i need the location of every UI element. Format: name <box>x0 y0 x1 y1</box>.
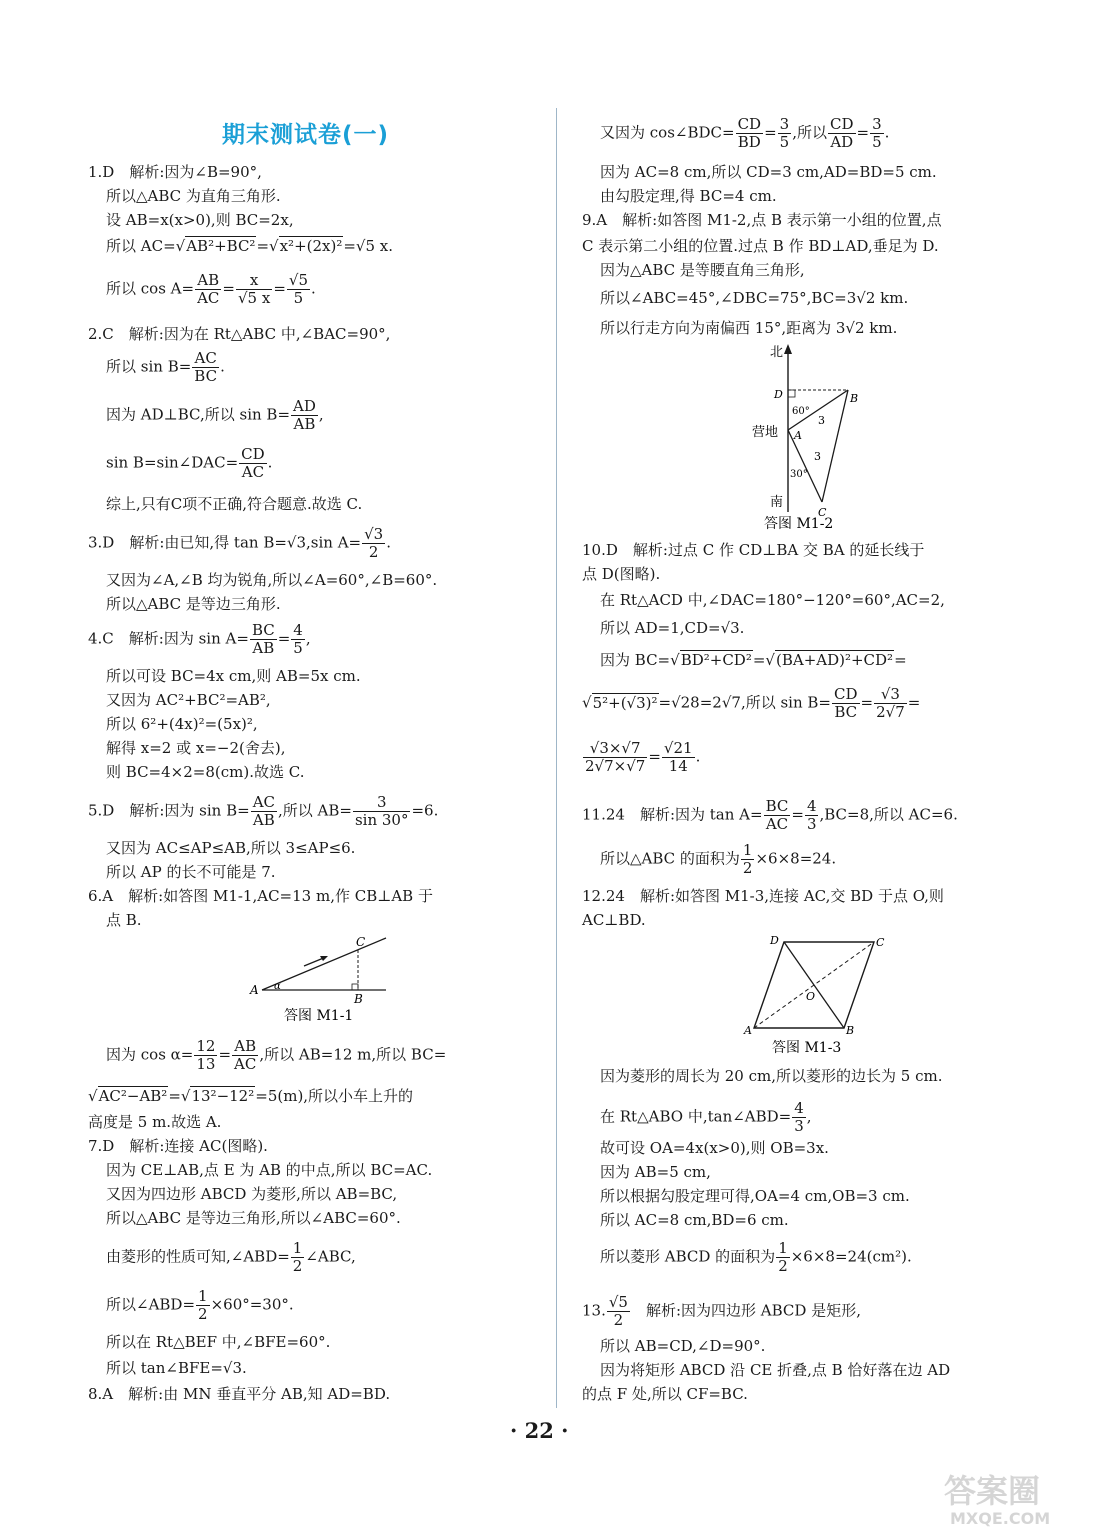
page-title: 期末测试卷(一) <box>222 122 390 148</box>
watermark-main: 答案圈 <box>944 1472 1041 1510</box>
fraction: $\frac{√5}{5}$ <box>288 271 308 307</box>
q6-head: 6.A 解析:如答图 M1-1,AC=13 m,作 CB⊥AB 于 <box>88 887 433 905</box>
fig-caption: 答图 M1-3 <box>772 1040 842 1056</box>
q12-line: 所以根据勾股定理可得,OA=4 cm,OB=3 cm. <box>600 1187 910 1205</box>
fraction: $\frac{4}{3}$ <box>794 1099 804 1135</box>
fraction: $\frac{CD}{AD}$ <box>829 115 854 151</box>
q10-head: 10.D 解析:过点 C 作 CD⊥BA 交 BA 的延长线于 <box>582 541 925 559</box>
q1-line: 所以△ABC 为直角三角形. <box>106 187 281 205</box>
q13-line: 所以 AB=CD,∠D=90°. <box>600 1337 766 1355</box>
fig-label-c: C <box>356 935 366 949</box>
q8-line: 由勾股定理,得 BC=4 cm. <box>600 187 777 205</box>
fraction: $\frac{BC}{AB}$ <box>251 621 275 657</box>
q12-line: 所以 AC=8 cm,BD=6 cm. <box>600 1211 789 1229</box>
fraction: $\frac{AC}{BC}$ <box>194 349 218 385</box>
fraction: $\frac{1}{2}$ <box>292 1239 303 1275</box>
fig-label-c: C <box>818 506 827 519</box>
q5-line: 又因为 AC≤AP≤AB,所以 3≤AP≤6. <box>106 839 356 857</box>
fig-label-camp: 营地 <box>752 425 779 440</box>
q6-line: 高度是 5 m.故选 A. <box>88 1113 222 1131</box>
q12-line: 故可设 OA=4x(x>0),则 OB=3x. <box>600 1139 829 1157</box>
q13-head: 13. $\frac{√5}{2}$ 解析:因为四边形 ABCD 是矩形, <box>582 1293 861 1329</box>
figure-m1-1 <box>248 930 398 1024</box>
q13-line: 的点 F 处,所以 CF=BC. <box>582 1385 748 1403</box>
q9-line: 所以∠ABC=45°,∠DBC=75°,BC=3√2 km. <box>600 289 909 307</box>
q8-line: 因为 AC=8 cm,所以 CD=3 cm,AD=BD=5 cm. <box>600 163 937 181</box>
q1-line: 所以 AC=√AB²+BC²=√x²+(2x)²=√5 x. <box>106 237 394 255</box>
fraction: $\frac{AB}{AC}$ <box>197 271 220 307</box>
fraction: $\frac{3}{5}$ <box>779 115 790 151</box>
fraction: $\frac{√3\times√7}{2√7\times√7}$ <box>585 739 646 775</box>
fraction: $\frac{3}{\sin 30^\circ}$ <box>354 793 409 829</box>
q6-line: √AC²−AB²=√13²−12²=5(m),所以小车上升的 <box>88 1087 414 1105</box>
fig-label-d: D <box>774 388 783 401</box>
watermark-sub: MXQE.COM <box>950 1509 1051 1528</box>
q12-line: 在 Rt△ABO 中,tan∠ABD= $\frac{4}{3}$ , <box>600 1099 812 1135</box>
fig-label-c: C <box>876 936 885 949</box>
q10-line: √5²+(√3)²=√28=2√7,所以 sin B= $\frac{CD}{BC}$ = $\frac{√3}{2√7}$ = <box>582 685 921 721</box>
fraction: $\frac{√3}{2√7}$ <box>876 685 905 721</box>
q1-line: 所以 cos A= $\frac{AB}{AC}$ = $\frac{x}{√5 x}$ = $\frac{√5}{5}$ . <box>106 271 316 307</box>
q12-line: 因为菱形的周长为 20 cm,所以菱形的边长为 5 cm. <box>600 1067 943 1085</box>
q7-line: 由菱形的性质可知,∠ABD= $\frac{1}{2}$ ∠ABC, <box>106 1239 356 1275</box>
fig-label-a: A <box>744 1024 752 1037</box>
q7-line: 又因为四边形 ABCD 为菱形,所以 AB=BC, <box>106 1185 398 1203</box>
q2-line: 所以 sin B= $\frac{AC}{BC}$ . <box>106 349 225 385</box>
q4-line: 所以可设 BC=4x cm,则 AB=5x cm. <box>106 667 361 685</box>
figure-m1-3 <box>742 930 885 1058</box>
q12-line: 因为 AB=5 cm, <box>600 1163 711 1181</box>
fig-label-o: O <box>806 990 816 1003</box>
fig-label-side-ab: 3 <box>818 414 825 427</box>
fig-label-south: 南 <box>770 495 784 510</box>
fig-diagonal-ac <box>754 942 874 1028</box>
q4-line: 又因为 AC²+BC²=AB², <box>106 691 271 709</box>
q1-line: 设 AB=x(x>0),则 BC=2x, <box>106 211 294 229</box>
q10-line: 因为 BC=√BD²+CD²=√(BA+AD)²+CD²= <box>600 651 907 669</box>
q2-line: sin B=sin∠DAC= $\frac{CD}{AC}$ . <box>106 445 273 481</box>
q3-line: 所以△ABC 是等边三角形. <box>106 595 281 613</box>
q10-line: 在 Rt△ACD 中,∠DAC=180°−120°=60°,AC=2, <box>600 591 945 609</box>
q9-head: 9.A 解析:如答图 M1-2,点 B 表示第一小组的位置,点 <box>582 211 942 229</box>
q9-line: 因为△ABC 是等腰直角三角形, <box>600 261 805 279</box>
fig-label-a: A <box>794 429 802 442</box>
q4-line: 解得 x=2 或 x=−2(舍去), <box>106 739 286 757</box>
q5-head: 5.D 解析:因为 sin B= $\frac{AC}{AB}$ ,所以 AB= $\frac{3}{\sin 30^\circ}$ =6. <box>88 793 439 829</box>
fig-caption: 答图 M1-1 <box>284 1008 354 1024</box>
fraction: $\frac{CD}{BC}$ <box>834 685 858 721</box>
q3-head: 3.D 解析:由已知,得 tan B=√3,sin A= $\frac{√3}{2}$ . <box>88 525 392 561</box>
fraction: $\frac{4}{3}$ <box>806 797 817 833</box>
fig-label-north: 北 <box>770 345 784 360</box>
fraction: $\frac{BC}{AC}$ <box>765 797 789 833</box>
q7-line: 所以△ABC 是等边三角形,所以∠ABC=60°. <box>106 1209 401 1227</box>
fraction: $\frac{√3}{2}$ <box>364 525 384 561</box>
fig-label-b: B <box>850 392 859 405</box>
fig-label-a: A <box>250 983 259 997</box>
q4-head: 4.C 解析:因为 sin A= $\frac{BC}{AB}$ = $\frac{4}{5}$ , <box>88 621 311 657</box>
fig-label-side-ac: 3 <box>814 450 821 463</box>
fraction: $\frac{AC}{AB}$ <box>252 793 275 829</box>
fraction: $\frac{4}{5}$ <box>293 621 303 657</box>
fig-label-b: B <box>354 992 363 1006</box>
fraction: $\frac{CD}{AC}$ <box>241 445 265 481</box>
fig-line-bc <box>822 390 848 502</box>
q6-line: 点 B. <box>106 911 142 929</box>
fraction: $\frac{AD}{AB}$ <box>293 397 316 433</box>
q7-line: 所以在 Rt△BEF 中,∠BFE=60°. <box>106 1333 331 1351</box>
fig-label-d: D <box>770 934 779 947</box>
q8-head: 8.A 解析:由 MN 垂直平分 AB,知 AD=BD. <box>88 1385 391 1403</box>
q2-head: 2.C 解析:因为在 Rt△ABC 中,∠BAC=90°, <box>88 325 391 343</box>
q9-line: 所以行走方向为南偏西 15°,距离为 3√2 km. <box>600 319 898 337</box>
fraction: $\frac{CD}{BD}$ <box>737 115 762 151</box>
q10-line: $\frac{√3\times√7}{2√7\times√7}$ = $\frac{√21}{14}$ . <box>585 739 701 775</box>
q7-line: 所以 tan∠BFE=√3. <box>106 1359 247 1377</box>
fig-label-angle-60: 60° <box>792 406 810 417</box>
fig-caption: 答图 M1-2 <box>764 516 834 532</box>
q9-line: C 表示第二小组的位置.过点 B 作 BD⊥AD,垂足为 D. <box>582 237 939 255</box>
q5-line: 所以 AP 的长不可能是 7. <box>106 863 276 881</box>
fig-right-angle <box>352 984 358 990</box>
fraction: $\frac{1}{2}$ <box>198 1287 208 1323</box>
q6-line: 因为 cos α= $\frac{12}{13}$ = $\frac{AB}{AC}$ ,所以 AB=12 m,所以 BC= <box>106 1037 447 1073</box>
fig-label-angle-30: 30° <box>790 469 808 480</box>
q2-line: 综上,只有C项不正确,符合题意.故选 C. <box>106 495 363 513</box>
q7-line: 因为 CE⊥AB,点 E 为 AB 的中点,所以 BC=AC. <box>106 1161 433 1179</box>
column-divider <box>556 108 557 1408</box>
fraction: $\frac{12}{13}$ <box>196 1037 216 1073</box>
q4-line: 则 BC=4×2=8(cm).故选 C. <box>106 763 305 781</box>
fig-right-angle <box>788 390 795 397</box>
q12-line: 所以菱形 ABCD 的面积为 $\frac{1}{2}$ ×6×8=24(cm²). <box>600 1239 912 1275</box>
q7-head: 7.D 解析:连接 AC(图略). <box>88 1137 268 1155</box>
q13-line: 因为将矩形 ABCD 沿 CE 折叠,点 B 恰好落在边 AD <box>600 1361 951 1379</box>
fraction: $\frac{3}{5}$ <box>872 115 882 151</box>
fraction: $\frac{1}{2}$ <box>778 1239 788 1275</box>
figure-m1-2 <box>752 342 892 532</box>
q12-line: AC⊥BD. <box>582 911 646 929</box>
q10-line: 所以 AD=1,CD=√3. <box>600 619 745 637</box>
q4-line: 所以 6²+(4x)²=(5x)², <box>106 715 258 733</box>
fig-label-b: B <box>846 1024 855 1037</box>
q1-head: 1.D 解析:因为∠B=90°, <box>88 163 262 181</box>
q12-head: 12.24 解析:如答图 M1-3,连接 AC,交 BD 于点 O,则 <box>582 887 944 905</box>
fraction: $\frac{√5}{2}$ <box>608 1293 628 1329</box>
fig-north-arrow <box>784 344 792 354</box>
fraction: $\frac{√21}{14}$ <box>663 739 693 775</box>
fraction: $\frac{AB}{AC}$ <box>234 1037 257 1073</box>
fig-label-alpha: α <box>274 981 281 992</box>
q11-head: 11.24 解析:因为 tan A= $\frac{BC}{AC}$ = $\frac{4}{3}$ ,BC=8,所以 AC=6. <box>582 797 958 833</box>
fraction: $\frac{x}{√5 x}$ <box>237 271 271 307</box>
q3-line: 又因为∠A,∠B 均为锐角,所以∠A=60°,∠B=60°. <box>106 571 438 589</box>
q10-line: 点 D(图略). <box>582 565 661 583</box>
q8-line: 又因为 cos∠BDC= $\frac{CD}{BD}$ = $\frac{3}{5}$ ,所以 $\frac{CD}{AD}$ = $\frac{3}{5}$ . <box>600 115 890 151</box>
q2-line: 因为 AD⊥BC,所以 sin B= $\frac{AD}{AB}$ , <box>106 397 324 433</box>
page-number: · 22 · <box>510 1418 569 1443</box>
fraction: $\frac{1}{2}$ <box>742 841 753 877</box>
q11-line: 所以△ABC 的面积为 $\frac{1}{2}$ ×6×8=24. <box>600 841 837 877</box>
q7-line: 所以∠ABD= $\frac{1}{2}$ ×60°=30°. <box>106 1287 294 1323</box>
watermark-logo <box>940 1468 1100 1528</box>
